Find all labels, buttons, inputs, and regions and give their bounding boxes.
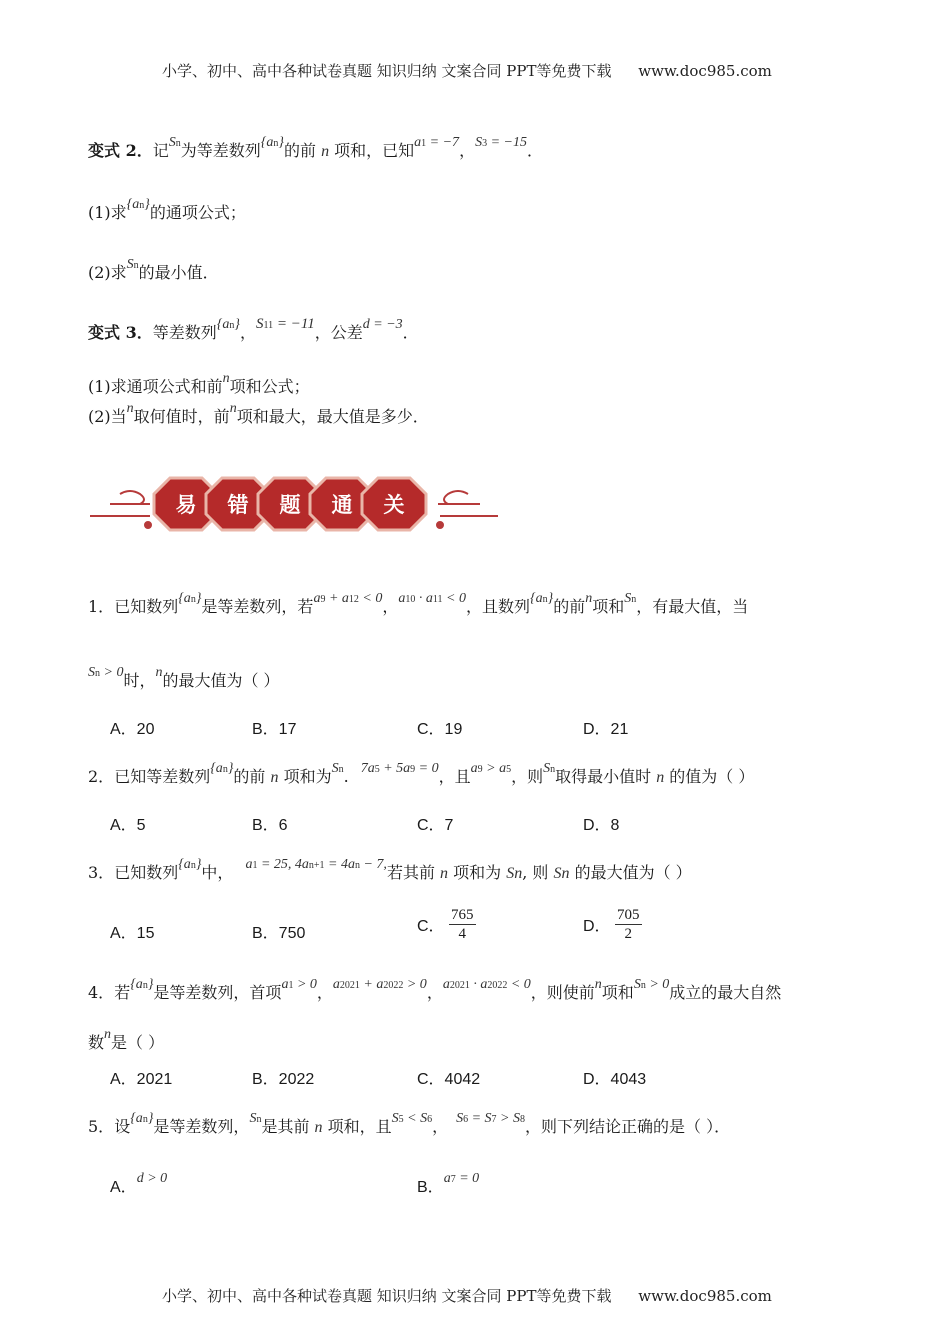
variant-3-q2: (2)当n取何值时，前n项和最大，最大值是多少． xyxy=(88,401,429,426)
math-sn: Sn xyxy=(249,1111,262,1126)
variant-2-statement xyxy=(88,135,543,161)
math-s11: S11 = −11 xyxy=(255,316,315,332)
math-expr: a9 + a12 < 0 xyxy=(313,591,383,606)
q1-option-c[interactable]: C．19 xyxy=(417,721,463,738)
q4-option-d[interactable]: D．4043 xyxy=(583,1071,647,1088)
math-expr: S5 < S6 xyxy=(391,1111,433,1126)
question-1-line2: Sn > 0时，n的最大值为（ ） xyxy=(88,665,280,690)
math-sn: Sn xyxy=(543,761,556,776)
variant-3-statement: 变式 3．等差数列{an}，S11 = −11，公差d = −3． xyxy=(88,316,419,342)
math-an: {an} xyxy=(130,977,154,992)
page-footer xyxy=(162,1285,772,1306)
math-expr: 7a5 + 5a9 = 0 xyxy=(360,761,439,776)
header-url[interactable]: www.doc985.com xyxy=(638,62,772,80)
variant-2-label: 变式 2． xyxy=(88,141,153,160)
math-a7: a7 = 0 xyxy=(443,1171,480,1186)
banner-char-2: 错 xyxy=(227,493,249,517)
option-label: D． xyxy=(583,918,611,935)
option-label: C． xyxy=(417,918,445,935)
math-expr: a2021 · a2022 < 0 xyxy=(442,977,531,992)
variant-2-q1: (1)求{an}的通项公式； xyxy=(88,197,246,222)
fraction-705-2: $\frac{705}{2}$ xyxy=(617,907,640,942)
banner-char-5: 关 xyxy=(383,493,405,517)
variant-3-label: 变式 3． xyxy=(88,323,153,342)
banner-right-swirl xyxy=(437,491,498,528)
footer-text: 小学、初中、高中各种试卷真题 知识归纳 文案合同 PPT等免费下载 xyxy=(162,1287,612,1305)
math-d: d = −3 xyxy=(362,317,403,332)
math-expr: a2021 + a2022 > 0 xyxy=(332,977,427,992)
math-an: {an} xyxy=(529,591,554,606)
question-5: 5．设{an}是等差数列，Sn是其前 n 项和，且S5 < S6， S6 = S7 > S8，则下列结论正确的是（ ）． xyxy=(88,1111,731,1136)
q3-option-d[interactable] xyxy=(583,906,642,943)
math-expr: a9 > a5 xyxy=(470,761,512,776)
math-an: {an} xyxy=(178,591,202,606)
question-4-line2: 数n是（ ） xyxy=(88,1027,165,1052)
text: 项和，已知 xyxy=(329,141,415,160)
math-sn: Sn xyxy=(126,257,139,272)
text: 记 xyxy=(152,141,169,160)
banner-left-swirl xyxy=(90,491,151,528)
q2-option-d[interactable]: D．8 xyxy=(583,817,620,834)
text: 为等差数列 xyxy=(180,141,261,160)
math-recurrence: a1 = 25, 4an+1 = 4an − 7, xyxy=(245,857,387,872)
math-sn: Sn xyxy=(168,135,181,150)
variant-2-q2: (2)求Sn的最小值． xyxy=(88,257,219,282)
text: ． xyxy=(526,141,543,160)
math-a1: a1 = −7 xyxy=(414,135,460,150)
banner-char-1: 易 xyxy=(175,493,197,517)
q2-option-c[interactable]: C．7 xyxy=(417,817,454,834)
q4-option-c[interactable]: C．4042 xyxy=(417,1071,481,1088)
q3-option-a[interactable]: A．15 xyxy=(110,925,155,942)
math-an: {an} xyxy=(126,197,150,212)
math-an: {an} xyxy=(260,135,284,150)
math-expr: S6 = S7 > S8 xyxy=(456,1111,525,1126)
option-label: B． xyxy=(417,1179,444,1196)
text: ， xyxy=(459,141,476,160)
math-an: {an} xyxy=(216,317,240,332)
math-an: {an} xyxy=(178,857,202,872)
q4-option-a[interactable]: A．2021 xyxy=(110,1071,173,1088)
q1-option-b[interactable]: B．17 xyxy=(252,721,297,738)
math-s3: S3 = −15 xyxy=(475,135,527,150)
question-1: 1．已知数列{an}是等差数列，若a9 + a12 < 0，a10 · a11 < 0，且数列{an}的前n项和Sn，有最大值，当 xyxy=(88,591,749,616)
math-an: {an} xyxy=(130,1111,154,1126)
footer-url[interactable]: www.doc985.com xyxy=(638,1287,772,1305)
q5-option-a[interactable] xyxy=(110,1171,168,1197)
q2-option-b[interactable]: B．6 xyxy=(252,817,288,834)
page-header xyxy=(162,60,772,81)
text: 的前 xyxy=(283,141,322,160)
q2-option-a[interactable]: A．5 xyxy=(110,817,146,834)
banner-char-4: 通 xyxy=(331,493,353,517)
math-sn: Sn xyxy=(331,761,344,776)
q1-option-a[interactable]: A．20 xyxy=(110,721,155,738)
q3-option-c[interactable] xyxy=(417,906,476,943)
math-an: {an} xyxy=(210,761,234,776)
math-expr: Sn > 0 xyxy=(633,977,670,992)
q1-option-d[interactable]: D．21 xyxy=(583,721,629,738)
q3-option-b[interactable]: B．750 xyxy=(252,925,306,942)
math-sn: Sn xyxy=(624,591,637,606)
math-sn-gt0: Sn > 0 xyxy=(88,665,124,680)
math-d-gt0: d > 0 xyxy=(136,1171,168,1186)
banner-char-3: 题 xyxy=(279,493,301,517)
question-3: 3．已知数列{an}中， a1 = 25, 4an+1 = 4an − 7,若其前 n 项和为 Sn, 则 Sn 的最大值为（ ） xyxy=(88,857,692,882)
header-text: 小学、初中、高中各种试卷真题 知识归纳 文案合同 PPT等免费下载 xyxy=(162,62,612,80)
math-n: n xyxy=(321,143,330,160)
q5-option-b[interactable] xyxy=(417,1171,480,1197)
question-4: 4．若{an}是等差数列，首项a1 > 0，a2021 + a2022 > 0，a2021 · a2022 < 0，则使前n项和Sn > 0成立的最大自然 xyxy=(88,977,782,1002)
q4-option-b[interactable]: B．2022 xyxy=(252,1071,315,1088)
math-expr: a10 · a11 < 0 xyxy=(398,591,466,606)
question-2: 2．已知等差数列{an}的前 n 项和为Sn. 7a5 + 5a9 = 0，且a9 > a5，则Sn取得最小值时 n 的值为（ ） xyxy=(88,761,755,786)
option-label: A． xyxy=(110,1179,137,1196)
section-banner xyxy=(90,472,500,536)
math-expr: a1 > 0 xyxy=(281,977,317,992)
fraction-765-4: $\frac{765}{4}$ xyxy=(451,907,474,942)
variant-3-q1: (1)求通项公式和前n项和公式； xyxy=(88,371,310,396)
